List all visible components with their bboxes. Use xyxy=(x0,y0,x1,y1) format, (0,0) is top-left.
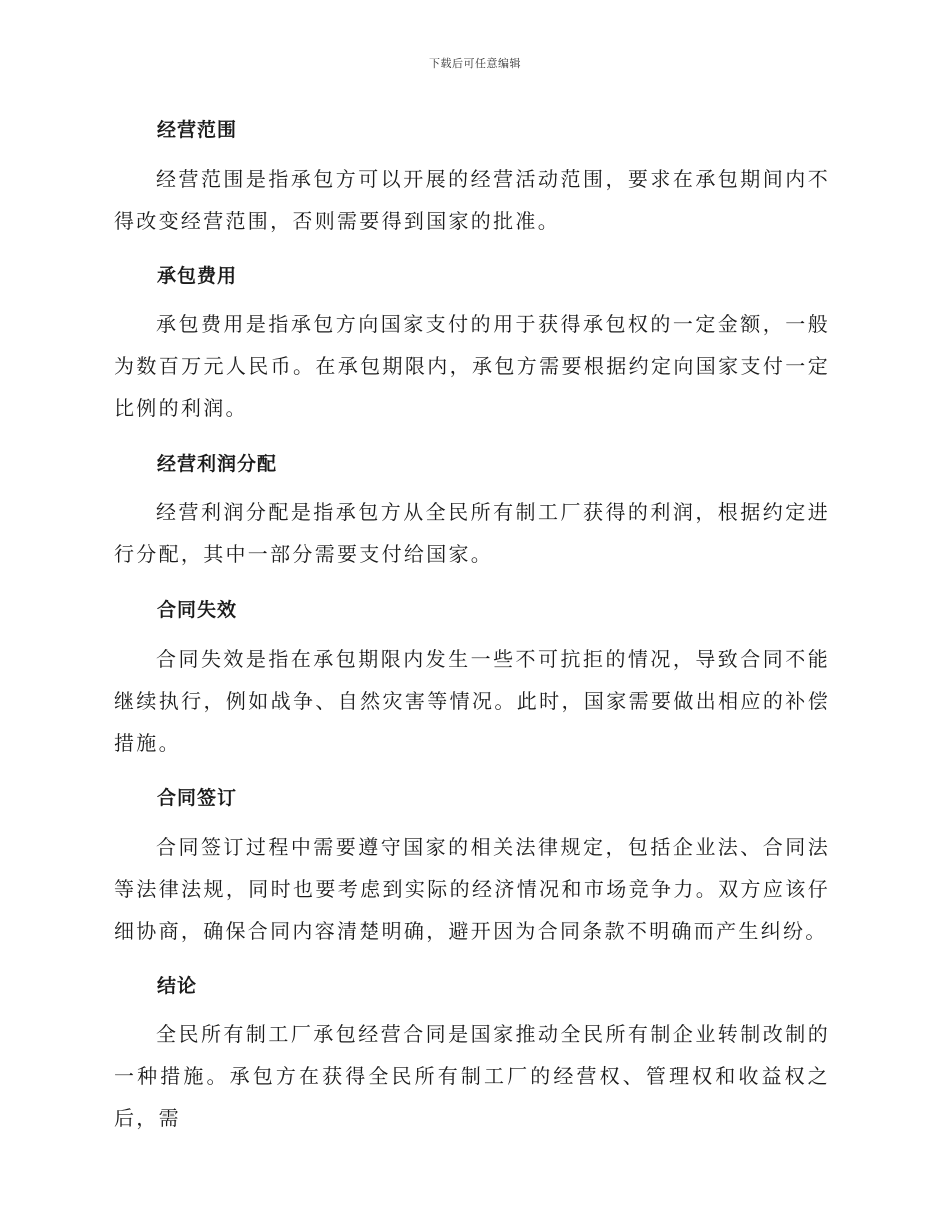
section-title-contract-signing: 合同签订 xyxy=(157,787,238,809)
section-title-profit-distribution: 经营利润分配 xyxy=(157,453,278,475)
section-title-conclusion: 结论 xyxy=(157,975,198,997)
section-body-contract-invalidation: 合同失效是指在承包期限内发生一些不可抗拒的情况，导致合同不能继续执行，例如战争、自然灾害等情况。此时，国家需要做出相应的补偿措施。 xyxy=(114,647,830,755)
section-body-contract-fee: 承包费用是指承包方向国家支付的用于获得承包权的一定金额，一般为数百万元人民币。在承包期限内，承包方需要根据约定向国家支付一定比例的利润。 xyxy=(114,312,830,420)
section-title-business-scope: 经营范围 xyxy=(157,119,238,141)
section-body-profit-distribution: 经营利润分配是指承包方从全民所有制工厂获得的利润，根据约定进行分配，其中一部分需要支付给国家。 xyxy=(114,500,830,566)
header-note: 下载后可任意编辑 xyxy=(429,57,521,70)
section-title-contract-fee: 承包费用 xyxy=(157,265,238,287)
section-body-business-scope: 经营范围是指承包方可以开展的经营活动范围，要求在承包期间内不得改变经营范围，否则需要得到国家的批准。 xyxy=(114,167,830,233)
section-body-contract-signing: 合同签订过程中需要遵守国家的相关法律规定，包括企业法、合同法等法律法规，同时也要考虑到实际的经济情况和市场竞争力。双方应该仔细协商，确保合同内容清楚明确，避开因为合同条款不明确而产生纠纷。 xyxy=(114,835,830,943)
section-body-conclusion: 全民所有制工厂承包经营合同是国家推动全民所有制企业转制改制的一种措施。承包方在获得全民所有制工厂的经营权、管理权和收益权之后，需 xyxy=(114,1022,830,1130)
section-title-contract-invalidation: 合同失效 xyxy=(157,599,238,621)
